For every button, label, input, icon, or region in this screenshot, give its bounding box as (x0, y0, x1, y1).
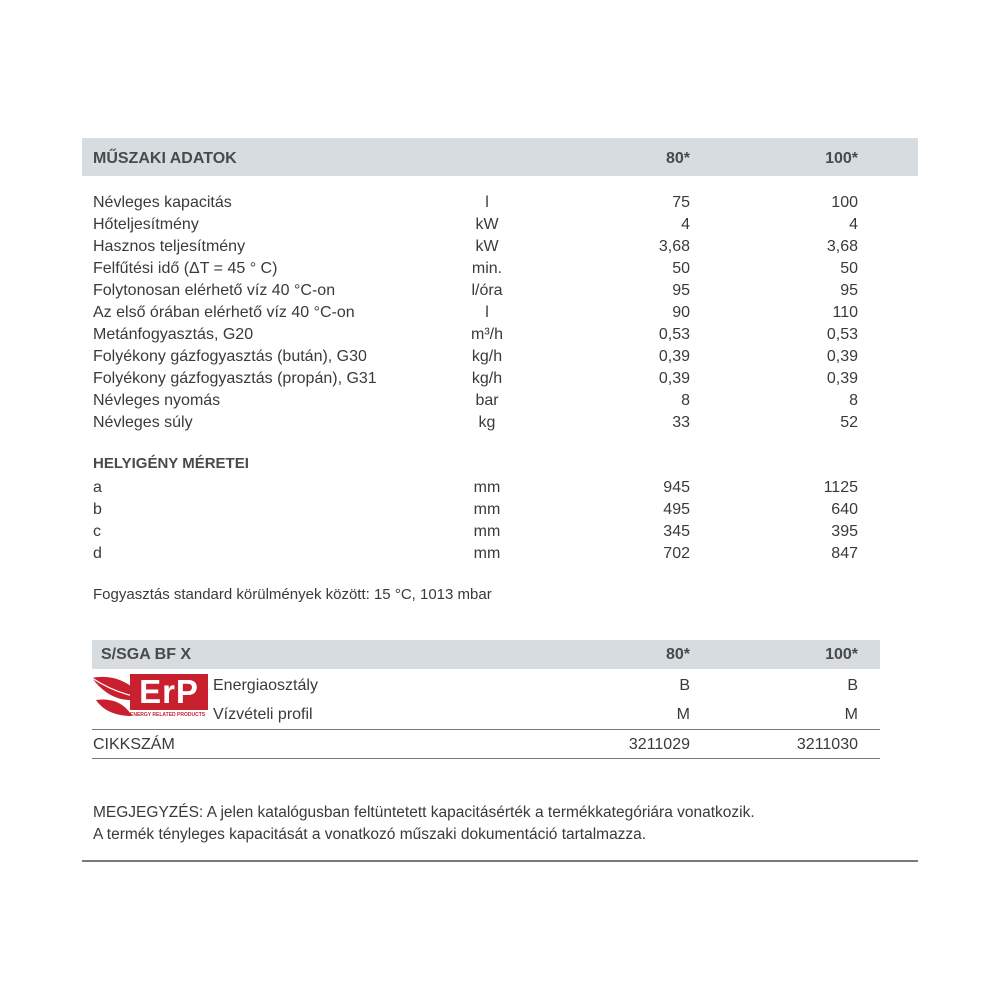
row-label: c (93, 523, 101, 540)
row-unit: kg/h (471, 348, 503, 365)
row-label: b (93, 501, 102, 518)
row-label: Az első órában elérhető víz 40 °C-on (93, 304, 355, 321)
note-line-1: MEGJEGYZÉS: A jelen katalógusban feltüntetett kapacitásérték a termékkategóriára vonatkozik. (93, 804, 755, 821)
row-value-80: 345 (663, 523, 690, 540)
row-unit: kW (475, 238, 499, 255)
row-unit: l (485, 304, 489, 321)
row-value-80: 945 (663, 479, 690, 496)
row-unit: mm (473, 523, 501, 540)
article-value-80: 3211029 (628, 736, 690, 753)
space-row (0, 477, 1000, 499)
row-value-100: 110 (832, 304, 858, 321)
row-label: Folyékony gázfogyasztás (bután), G30 (93, 348, 367, 365)
spec-row (0, 412, 1000, 434)
row-value-80: 0,39 (658, 348, 690, 365)
row-value-80: 702 (663, 545, 690, 562)
consumption-footnote: Fogyasztás standard körülmények között: 15 °C, 1013 mbar (93, 586, 492, 603)
row-value-100: 640 (831, 501, 858, 518)
row-value-100: 0,39 (826, 348, 858, 365)
row-value-100: 395 (831, 523, 858, 540)
spec-row (0, 280, 1000, 302)
erp-row-label: Energiaosztály (213, 677, 318, 694)
row-label: Metánfogyasztás, G20 (93, 326, 254, 343)
row-value-100: 100 (831, 194, 858, 211)
spec-col-80: 80* (665, 150, 690, 167)
row-value-100: 50 (840, 260, 858, 277)
spec-row (0, 302, 1000, 324)
row-unit: bar (475, 392, 499, 409)
spec-col-100: 100* (825, 150, 858, 167)
row-value-80: 3,68 (658, 238, 690, 255)
row-value-80: 33 (672, 414, 690, 431)
row-label: a (93, 479, 102, 496)
row-unit: kW (475, 216, 499, 233)
space-row (0, 543, 1000, 565)
row-label: Névleges súly (93, 414, 193, 431)
row-label: Névleges kapacitás (93, 194, 232, 211)
row-unit: l/óra (471, 282, 503, 299)
row-label: Hőteljesítmény (93, 216, 199, 233)
row-unit: kg/h (471, 370, 503, 387)
spec-row (0, 368, 1000, 390)
spec-row (0, 390, 1000, 412)
spec-row (0, 214, 1000, 236)
erp-logo-subtitle: ENERGY RELATED PRODUCTS (130, 712, 206, 718)
row-label: Hasznos teljesítmény (93, 238, 246, 255)
row-unit: mm (473, 545, 501, 562)
row-value-80: 75 (672, 194, 690, 211)
bottom-rule (82, 860, 918, 862)
spec-table-title: MŰSZAKI ADATOK (93, 150, 237, 167)
erp-col-80: 80* (665, 646, 690, 663)
erp-row-label: Vízvételi profil (213, 706, 313, 723)
article-row (0, 734, 1000, 756)
spec-row (0, 236, 1000, 258)
row-unit: kg (478, 414, 496, 431)
row-label: Felfűtési idő (ΔT = 45 ° C) (93, 260, 278, 277)
row-unit: mm (473, 501, 501, 518)
row-value-100: 95 (840, 282, 858, 299)
erp-row-value-80: M (676, 706, 690, 723)
space-row (0, 521, 1000, 543)
erp-row (0, 674, 1000, 698)
row-unit: mm (473, 479, 501, 496)
row-label: Folytonosan elérhető víz 40 °C-on (93, 282, 336, 299)
erp-row-value-100: M (844, 706, 858, 723)
article-label: CIKKSZÁM (93, 736, 175, 753)
row-value-100: 3,68 (826, 238, 858, 255)
divider (92, 758, 880, 759)
spec-row (0, 258, 1000, 280)
row-label: Névleges nyomás (93, 392, 221, 409)
row-value-80: 4 (681, 216, 690, 233)
row-label: d (93, 545, 102, 562)
erp-col-100: 100* (825, 646, 858, 663)
row-value-80: 495 (663, 501, 690, 518)
row-value-80: 50 (672, 260, 690, 277)
row-value-100: 0,39 (826, 370, 858, 387)
article-value-100: 3211030 (796, 736, 858, 753)
row-value-100: 1125 (823, 479, 858, 496)
row-value-100: 847 (831, 545, 858, 562)
row-value-100: 8 (849, 392, 858, 409)
row-value-80: 0,53 (658, 326, 690, 343)
spec-row (0, 192, 1000, 214)
row-unit: m³/h (471, 326, 503, 343)
spec-row (0, 346, 1000, 368)
row-value-80: 0,39 (658, 370, 690, 387)
note (93, 802, 755, 846)
row-value-100: 4 (849, 216, 858, 233)
space-row (0, 499, 1000, 521)
row-value-80: 90 (672, 304, 690, 321)
row-value-80: 8 (681, 392, 690, 409)
row-value-100: 0,53 (826, 326, 858, 343)
row-label: Folyékony gázfogyasztás (propán), G31 (93, 370, 377, 387)
space-section-title: HELYIGÉNY MÉRETEI (93, 455, 249, 472)
note-line-2: A termék tényleges kapacitását a vonatkozó műszaki dokumentáció tartalmazza. (93, 826, 647, 843)
erp-row (0, 703, 1000, 727)
erp-table-title: S/SGA BF X (101, 646, 192, 663)
row-unit: l (485, 194, 489, 211)
row-value-100: 52 (840, 414, 858, 431)
erp-row-value-100: B (847, 677, 858, 694)
spec-row (0, 324, 1000, 346)
erp-row-value-80: B (679, 677, 690, 694)
divider (92, 729, 880, 730)
row-value-80: 95 (672, 282, 690, 299)
erp-logo-text: ErP (130, 674, 208, 710)
row-unit: min. (471, 260, 503, 277)
